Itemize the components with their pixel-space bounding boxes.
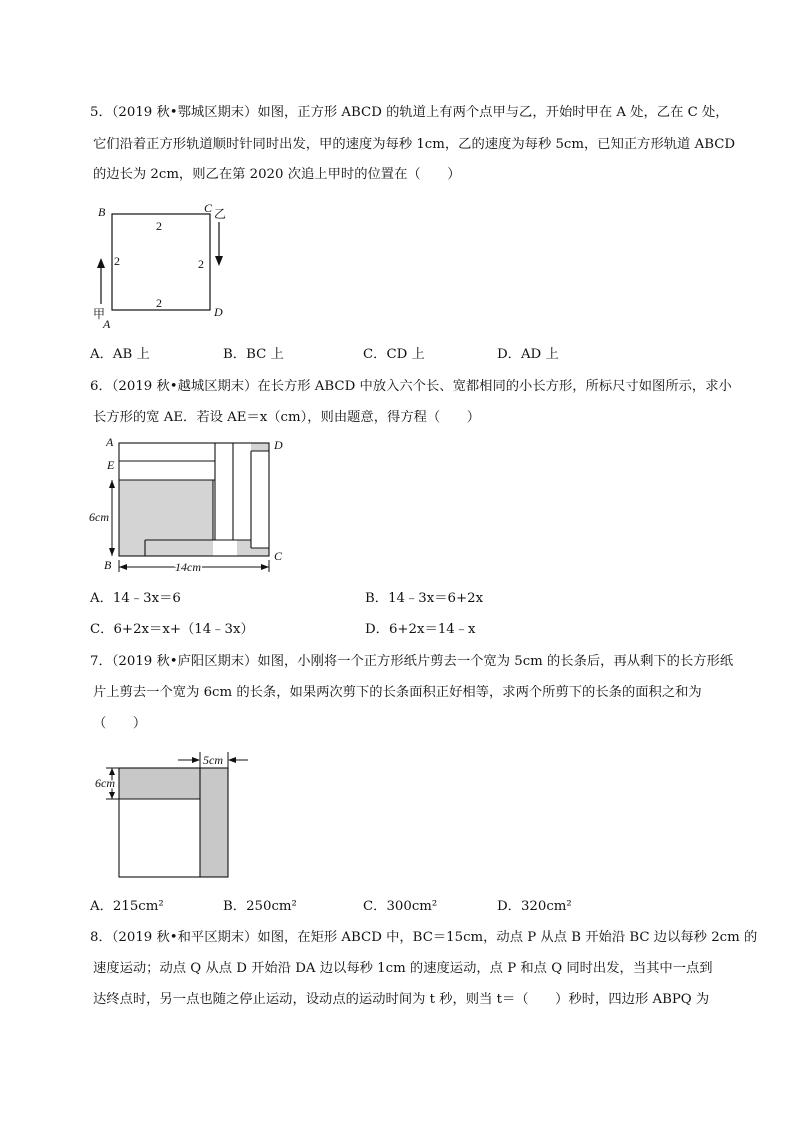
q5-line-2: 它们沿着正方形轨道顺时针同时出发，甲的速度为每秒 1cm，乙的速度为每秒 5cm，已知正方形轨道 ABCD [93,137,736,152]
label-B: B [104,558,112,572]
q8-line-2: 速度运动；动点 Q 从点 D 开始沿 DA 边以每秒 1cm 的速度运动，点 P 和点 Q 同时出发，当其中一点到 [93,961,713,976]
label-left-side: 2 [114,254,120,268]
label-B: B [98,205,106,219]
q6-option-d: D．6+2x＝14﹣x [365,622,476,637]
label-6cm: 6cm [95,776,115,790]
q6-line-2: 长方形的宽 AE．若设 AE＝x（cm），则由题意，得方程（ ） [93,410,481,425]
q5-option-b: B．BC 上 [223,347,284,362]
q7-line-1: 7．（2019 秋•庐阳区期末）如图，小刚将一个正方形纸片剪去一个宽为 5cm 的长条后，再从剩下的长方形纸 [90,654,734,669]
label-14cm: 14cm [175,560,201,574]
q8-line-1: 8．（2019 秋•和平区期末）如图，在矩形 ABCD 中，BC＝15cm，动点 P 从点 B 开始沿 BC 边以每秒 2cm 的 [90,930,758,945]
q6-option-b: B．14﹣3x＝6+2x [365,591,484,606]
q6-line-1: 6．（2019 秋•越城区期末）在长方形 ABCD 中放入六个长、宽都相同的小长方形，所标尺寸如图所示，求小 [90,379,732,394]
label-A: A [103,317,111,331]
label-A: A [106,435,114,449]
label-right-side: 2 [198,257,204,271]
label-E: E [107,458,115,472]
label-C: C [274,549,283,563]
q5-line-1: 5．（2019 秋•鄂城区期末）如图，正方形 ABCD 的轨道上有两个点甲与乙，开始时甲在 A 处，乙在 C 处， [90,105,729,120]
q5-option-c: C．CD 上 [363,347,425,362]
q7-option-a: A．215cm² [90,899,164,914]
label-yi: 乙 [214,207,227,221]
label-5cm: 5cm [203,753,223,767]
q8-line-3: 达终点时，另一点也随之停止运动，设动点的运动时间为 t 秒，则当 t＝（ ）秒时，四边形 ABPQ 为 [93,992,710,1007]
shaded-strips [119,768,228,877]
label-6cm: 6cm [89,510,109,524]
q7-option-d: D．320cm² [497,899,572,914]
q7-option-c: C．300cm² [363,899,438,914]
q5-option-a: A．AB 上 [90,347,150,362]
label-D: D [214,305,223,319]
label-D: D [274,438,283,452]
q5-line-3: 的边长为 2cm，则乙在第 2020 次追上甲时的位置在（ ） [93,167,461,182]
q5-option-d: D．AD 上 [497,347,559,362]
q6-option-a: A．14﹣3x＝6 [90,591,181,606]
label-jia: 甲 [93,307,106,321]
q7-line-3: （ ） [93,716,147,731]
label-top-side: 2 [156,219,162,233]
label-bottom-side: 2 [156,296,162,310]
q7-option-b: B．250cm² [223,899,297,914]
label-C: C [204,201,213,215]
q6-option-c: C．6+2x＝x+（14﹣3x） [90,622,254,637]
q7-line-2: 片上剪去一个宽为 6cm 的长条，如果两次剪下的长条面积正好相等，求两个所剪下的长条的面积之和为 [93,685,702,700]
